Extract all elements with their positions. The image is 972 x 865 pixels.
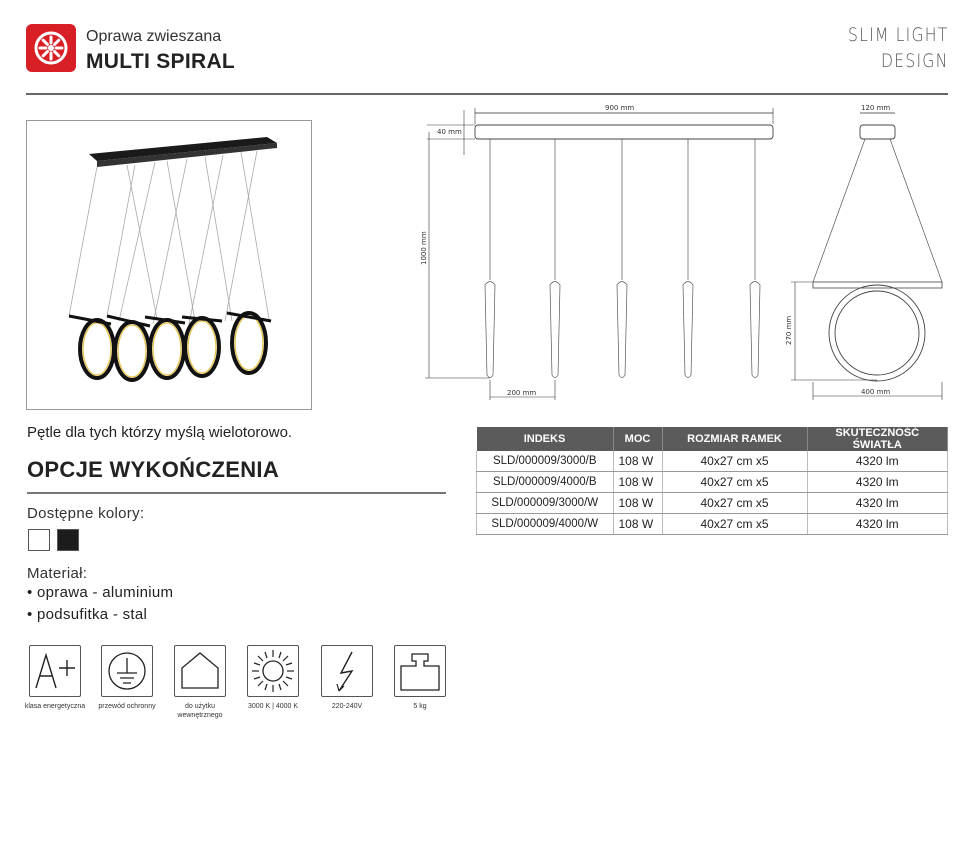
energy-class-badge xyxy=(24,645,86,711)
color-swatch-white xyxy=(28,529,50,551)
header-index: INDEKS xyxy=(477,427,614,451)
protective-earth-icon xyxy=(102,646,152,696)
options-heading: OPCJE WYKOŃCZENIA xyxy=(27,457,280,482)
cell-index: SLD/000009/4000/W xyxy=(477,514,614,535)
total-height-label: 1000 mm xyxy=(420,231,428,265)
cell-frame-size: 40x27 cm x5 xyxy=(662,493,807,514)
brand-line-1: SLIM LIGHT xyxy=(847,24,948,46)
cell-lumens: 4320 lm xyxy=(807,451,948,472)
product-category: Oprawa zwieszana xyxy=(86,28,222,45)
cell-lumens: 4320 lm xyxy=(807,514,948,535)
icon-caption: przewód ochronny xyxy=(98,703,156,710)
side-width-label: 120 mm xyxy=(861,104,891,112)
options-divider xyxy=(27,492,446,494)
header-frame-size: ROZMIAR RAMEK xyxy=(662,427,807,451)
table-row xyxy=(477,451,948,472)
brand-line-2: DESIGN xyxy=(880,50,948,72)
icon-caption: do użytku wewnętrznego xyxy=(177,703,223,719)
product-tagline: Pętle dla tych którzy myślą wielotorowo. xyxy=(27,424,293,441)
material-label: Materiał: xyxy=(27,565,88,582)
material-item: • podsufitka - stal xyxy=(27,606,148,623)
cell-index: SLD/000009/3000/W xyxy=(477,493,614,514)
cell-frame-size: 40x27 cm x5 xyxy=(662,472,807,493)
weight-badge xyxy=(393,645,447,711)
indoor-use-icon xyxy=(175,646,225,696)
header-power: MOC xyxy=(613,427,662,451)
icon-caption: 5 kg xyxy=(413,703,427,710)
product-title: MULTI SPIRAL xyxy=(86,50,236,73)
voltage-icon xyxy=(322,646,372,696)
cell-power: 108 W xyxy=(613,451,662,472)
header-luminous-efficacy: SKUTECZNOŚĆ ŚWIATŁA xyxy=(807,427,948,451)
cell-power: 108 W xyxy=(613,472,662,493)
product-photo xyxy=(26,120,312,410)
cell-power: 108 W xyxy=(613,493,662,514)
icon-caption: klasa energetyczna xyxy=(24,703,86,710)
sun-burst-logo-icon xyxy=(26,24,76,72)
icon-caption: 220-240V xyxy=(331,703,363,710)
table-row xyxy=(477,493,948,514)
material-item: • oprawa - aluminium xyxy=(27,584,174,601)
colors-label: Dostępne kolory: xyxy=(27,505,145,522)
indoor-use-badge xyxy=(173,645,227,720)
spec-table xyxy=(476,427,948,535)
ring-width-label: 400 mm xyxy=(861,388,891,396)
spacing-dimension-label: 200 mm xyxy=(507,389,537,397)
color-temperature-badge xyxy=(246,645,300,711)
cell-lumens: 4320 lm xyxy=(807,472,948,493)
color-swatch-black xyxy=(57,529,79,551)
top-height-label: 40 mm xyxy=(437,128,462,136)
cell-frame-size: 40x27 cm x5 xyxy=(662,451,807,472)
table-row xyxy=(477,472,948,493)
cell-index: SLD/000009/3000/B xyxy=(477,451,614,472)
cell-power: 108 W xyxy=(613,514,662,535)
brand-logo xyxy=(26,24,76,72)
energy-class-icon xyxy=(30,646,80,696)
cell-index: SLD/000009/4000/B xyxy=(477,472,614,493)
width-dimension-label: 900 mm xyxy=(605,104,635,112)
color-temperature-icon xyxy=(248,646,298,696)
protective-earth-badge xyxy=(100,645,154,711)
ring-height-label: 270 mm xyxy=(785,315,793,345)
header-divider xyxy=(26,93,948,95)
technical-drawing xyxy=(415,100,955,410)
icon-caption: 3000 K | 4000 K xyxy=(247,703,299,710)
voltage-badge xyxy=(320,645,374,711)
table-row xyxy=(477,514,948,535)
cell-lumens: 4320 lm xyxy=(807,493,948,514)
table-header-row xyxy=(477,427,948,451)
weight-icon xyxy=(395,646,445,696)
cell-frame-size: 40x27 cm x5 xyxy=(662,514,807,535)
brand-name xyxy=(848,22,948,74)
pendant-lamp-illustration xyxy=(27,121,311,409)
